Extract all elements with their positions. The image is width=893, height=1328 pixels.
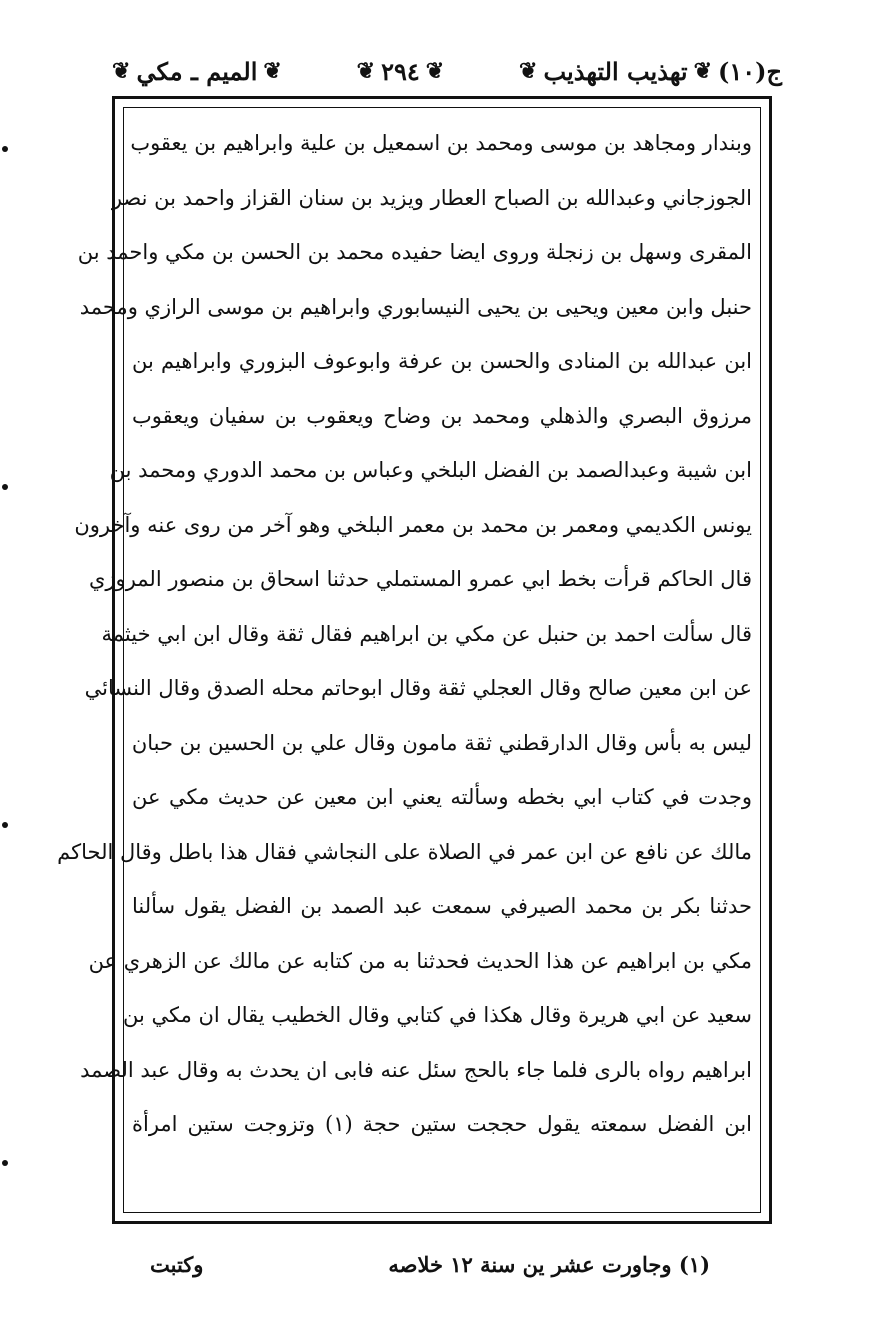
ornament-icon: ❦ (112, 58, 131, 84)
text-line: وبندار ومجاهد بن موسى ومحمد بن اسمعيل بن علية وابراهيم بن يعقوب (130, 131, 752, 155)
margin-dot-mark (2, 146, 8, 152)
ornament-icon: ❦ (519, 58, 538, 84)
margin-dot-mark (2, 822, 8, 828)
text-line: قال سألت احمد بن حنبل عن مكي بن ابراهيم فقال ثقة وقال ابن ابي خيثمة (101, 621, 752, 646)
text-line: حدثنا بكر بن محمد الصيرفي سمعت عبد الصمد بن الفضل يقول سألنا (132, 894, 752, 918)
ornament-icon: ❦ (263, 58, 282, 84)
text-line: قال الحاكم قرأت بخط ابي عمرو المستملي حدثنا اسحاق بن منصور المروزي (88, 567, 752, 591)
text-line: ابن الفضل سمعته يقول حججت ستين حجة (١) وتزوجت ستين امرأة (132, 1112, 753, 1136)
catchword: وكتبت (150, 1251, 204, 1277)
margin-dot-mark (2, 1160, 8, 1166)
text-line: ابن عبدالله بن المنادى والحسن بن عرفة وابوعوف البزوري وابراهيم بن (132, 349, 752, 373)
margin-dot-mark (2, 484, 8, 490)
book-title: تهذيب التهذيب (543, 56, 688, 86)
text-line: ابراهيم رواه بالرى فلما جاء بالحج سئل عنه فابى ان يحدث به وقال عبد الصمد (80, 1057, 752, 1082)
volume-number: ج(١٠) (718, 56, 782, 86)
ornament-icon: ❦ (693, 58, 712, 84)
text-line: وجدت في كتاب ابي بخطه وسألته يعني ابن معين عن حديث مكي عن (132, 785, 752, 809)
text-line: ليس به بأس وقال الدارقطني ثقة مامون وقال علي بن الحسين بن حبان (131, 730, 752, 755)
text-line: مرزوق البصري والذهلي ومحمد بن وضاح ويعقوب بن سفيان ويعقوب (132, 403, 752, 428)
text-line: يونس الكديمي ومعمر بن محمد بن معمر البلخي وهو آخر من روى عنه وآخرون (74, 512, 752, 537)
header-center-segment (357, 57, 445, 86)
page-number: ٢٩٤ (381, 56, 420, 86)
ornament-icon: ❦ (356, 58, 376, 84)
header-right-segment (519, 57, 782, 86)
running-header (112, 48, 782, 94)
header-left-segment (112, 57, 282, 86)
text-line: حنبل وابن معين ويحيى بن يحيى النيسابوري وابراهيم بن موسى الرازي ومحمد (79, 294, 752, 319)
main-text (57, 116, 753, 1206)
ornament-icon: ❦ (425, 58, 445, 84)
text-line: ابن شيبة وعبدالصمد بن الفضل البلخي وعباس بن محمد الدوري ومحمد بن (109, 458, 752, 482)
text-line: الجوزجاني وعبدالله بن الصباح العطار ويزيد بن سنان القزاز واحمد بن نصر (111, 185, 752, 210)
footnote: (١) وجاورت عشر ين سنة ١٢ خلاصه (388, 1251, 710, 1277)
page-footer (150, 1246, 710, 1282)
text-line: سعيد عن ابي هريرة وقال هكذا في كتابي وقال الخطيب يقال ان مكي بن (122, 1003, 752, 1027)
text-line: مالك عن نافع عن ابن عمر في الصلاة على النجاشي فقال هذا باطل وقال الحاكم (57, 839, 752, 864)
text-line: مكي بن ابراهيم عن هذا الحديث فحدثنا به من كتابه عن مالك عن الزهري عن (88, 948, 752, 973)
text-line: المقرى وسهل بن زنجلة وروى ايضا حفيده محمد بن الحسن بن مكي واحمد بن (77, 240, 752, 264)
section-title: الميم ـ مكي (136, 56, 258, 86)
text-line: عن ابن معين صالح وقال العجلي ثقة وقال ابوحاتم محله الصدق وقال النسائي (84, 676, 752, 700)
